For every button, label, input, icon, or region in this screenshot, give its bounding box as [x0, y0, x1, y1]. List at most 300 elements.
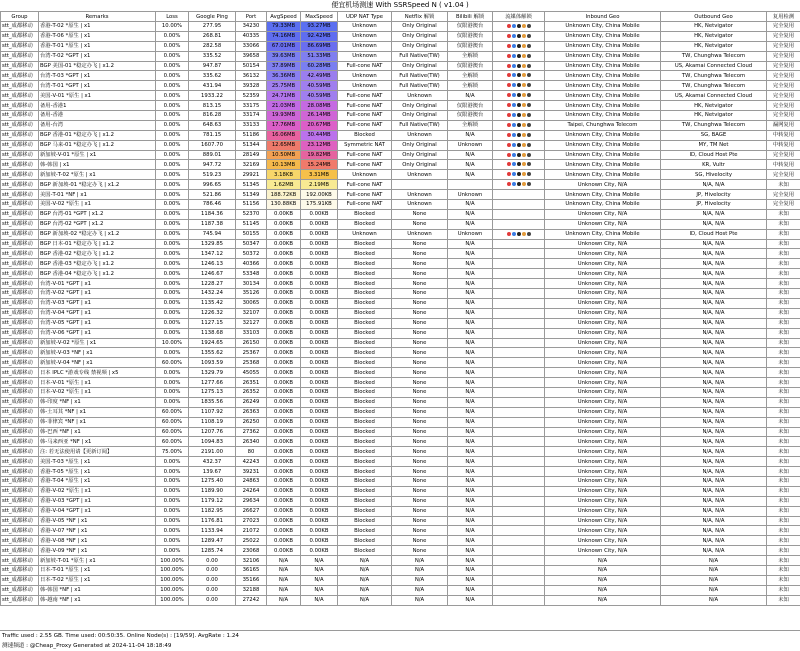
cell-netflix: Full Native(TW)	[392, 120, 448, 130]
cell-inbound-geo: Unknown City, China Mobile	[545, 22, 661, 32]
cell-max-speed: N/A	[301, 575, 338, 585]
cell-inbound-geo: Unknown City, N/A	[545, 407, 661, 417]
streaming-service-icon	[517, 123, 521, 127]
cell-netflix: None	[392, 536, 448, 546]
cell-loss: 0.00%	[156, 71, 189, 81]
column-header-streaming: 流媒体解锁	[493, 12, 545, 22]
cell-max-speed: 0.00KB	[301, 427, 338, 437]
streaming-service-icon	[512, 143, 516, 147]
cell-max-speed: 19.82MB	[301, 150, 338, 160]
cell-inbound-geo: Unknown City, N/A	[545, 328, 661, 338]
cell-google-ping: 0.00	[189, 585, 236, 595]
cell-max-speed: 26.14MB	[301, 111, 338, 121]
cell-outbound-geo: N/A, N/A	[661, 308, 767, 318]
cell-max-speed: 0.00KB	[301, 467, 338, 477]
cell-google-ping: 1138.68	[189, 328, 236, 338]
cell-google-ping: 1347.12	[189, 249, 236, 259]
cell-google-ping: 813.15	[189, 101, 236, 111]
cell-loss: 0.00%	[156, 190, 189, 200]
cell-reuse-check: 未知	[767, 328, 800, 338]
cell-avg-speed: 37.89MB	[267, 61, 301, 71]
cell-udp-nat-type: Blocked	[338, 437, 392, 447]
streaming-service-icon	[527, 232, 531, 236]
cell-streaming	[493, 249, 545, 259]
cell-loss: 0.00%	[156, 31, 189, 41]
cell-outbound-geo: HK, Netvigator	[661, 101, 767, 111]
cell-max-speed: 175.91KB	[301, 200, 338, 210]
cell-group: stt_成都移动	[1, 279, 39, 289]
cell-reuse-check: 完全复用	[767, 51, 800, 61]
cell-loss: 60.00%	[156, 358, 189, 368]
cell-group: stt_成都移动	[1, 289, 39, 299]
cell-reuse-check: 完全复用	[767, 111, 800, 121]
cell-bilibili: N/A	[448, 259, 493, 269]
cell-inbound-geo: Unknown City, China Mobile	[545, 71, 661, 81]
cell-streaming	[493, 585, 545, 595]
cell-streaming	[493, 378, 545, 388]
table-row	[1, 219, 800, 229]
table-row	[1, 120, 800, 130]
cell-reuse-check: 未知	[767, 427, 800, 437]
cell-remarks: 台湾-V-01 *GPT | x1	[39, 279, 156, 289]
cell-avg-speed: 25.75MB	[267, 81, 301, 91]
streaming-service-icon	[512, 113, 516, 117]
cell-outbound-geo: SG, Hivelocity	[661, 170, 767, 180]
cell-avg-speed: 0.00KB	[267, 209, 301, 219]
cell-loss: 0.00%	[156, 476, 189, 486]
cell-remarks: 备用-香港	[39, 111, 156, 121]
streaming-service-icon	[517, 113, 521, 117]
table-row	[1, 378, 800, 388]
cell-port: 25367	[236, 348, 267, 358]
cell-inbound-geo: Unknown City, N/A	[545, 269, 661, 279]
cell-reuse-check: 中转复用	[767, 160, 800, 170]
cell-avg-speed: 0.00KB	[267, 259, 301, 269]
table-row	[1, 130, 800, 140]
streaming-service-icon	[522, 34, 526, 38]
cell-group: stt_成都移动	[1, 348, 39, 358]
cell-loss: 60.00%	[156, 417, 189, 427]
cell-port: 27242	[236, 595, 267, 605]
cell-udp-nat-type: Blocked	[338, 358, 392, 368]
streaming-service-icon	[507, 143, 511, 147]
cell-remarks: 美国-T-01 *NF | x1	[39, 190, 156, 200]
cell-udp-nat-type: Blocked	[338, 536, 392, 546]
cell-google-ping: 947.72	[189, 160, 236, 170]
cell-avg-speed: 0.00KB	[267, 427, 301, 437]
table-row	[1, 427, 800, 437]
table-row	[1, 585, 800, 595]
cell-streaming	[493, 516, 545, 526]
streaming-service-icon	[527, 153, 531, 157]
cell-loss: 0.00%	[156, 496, 189, 506]
cell-streaming	[493, 358, 545, 368]
cell-group: stt_成都移动	[1, 516, 39, 526]
cell-streaming	[493, 328, 545, 338]
cell-loss: 0.00%	[156, 61, 189, 71]
streaming-service-icon	[522, 162, 526, 166]
cell-inbound-geo: Unknown City, N/A	[545, 437, 661, 447]
table-row	[1, 457, 800, 467]
cell-bilibili: N/A	[448, 328, 493, 338]
cell-reuse-check: 未知	[767, 417, 800, 427]
streaming-service-icon	[517, 172, 521, 176]
cell-loss: 100.00%	[156, 595, 189, 605]
cell-udp-nat-type: Blocked	[338, 378, 392, 388]
cell-bilibili: N/A	[448, 437, 493, 447]
cell-udp-nat-type: Unknown	[338, 22, 392, 32]
cell-google-ping: 2191.00	[189, 447, 236, 457]
cell-outbound-geo: ID, Cloud Host Pte	[661, 229, 767, 239]
cell-group: stt_成都移动	[1, 140, 39, 150]
cell-inbound-geo: Unknown City, China Mobile	[545, 91, 661, 101]
cell-netflix: None	[392, 209, 448, 219]
streaming-service-icon	[517, 64, 521, 68]
cell-netflix: Unknown	[392, 91, 448, 101]
cell-inbound-geo: Unknown City, N/A	[545, 358, 661, 368]
table-row	[1, 595, 800, 605]
cell-group: stt_成都移动	[1, 150, 39, 160]
cell-netflix	[392, 180, 448, 190]
cell-bilibili: N/A	[448, 239, 493, 249]
cell-inbound-geo: Unknown City, China Mobile	[545, 31, 661, 41]
cell-group: stt_成都移动	[1, 190, 39, 200]
table-row	[1, 190, 800, 200]
streaming-service-icon	[527, 143, 531, 147]
cell-streaming	[493, 338, 545, 348]
table-row	[1, 417, 800, 427]
cell-port: 33175	[236, 101, 267, 111]
cell-avg-speed: N/A	[267, 565, 301, 575]
cell-netflix: None	[392, 427, 448, 437]
cell-udp-nat-type: Blocked	[338, 209, 392, 219]
cell-port: 51345	[236, 180, 267, 190]
cell-max-speed: 0.00KB	[301, 496, 338, 506]
cell-avg-speed: 36.36MB	[267, 71, 301, 81]
cell-netflix: None	[392, 318, 448, 328]
table-row	[1, 397, 800, 407]
cell-udp-nat-type: Blocked	[338, 308, 392, 318]
cell-avg-speed: 0.00KB	[267, 407, 301, 417]
cell-remarks: 香港-T-06 *原生 | x1	[39, 31, 156, 41]
cell-netflix: None	[392, 328, 448, 338]
cell-outbound-geo: N/A, N/A	[661, 318, 767, 328]
cell-netflix: None	[392, 298, 448, 308]
cell-inbound-geo: Unknown City, China Mobile	[545, 190, 661, 200]
cell-outbound-geo: JP, Hivelocity	[661, 200, 767, 210]
table-row	[1, 407, 800, 417]
cell-netflix: None	[392, 467, 448, 477]
cell-loss: 0.00%	[156, 180, 189, 190]
cell-max-speed: 0.00KB	[301, 417, 338, 427]
cell-avg-speed: 12.65MB	[267, 140, 301, 150]
cell-group: stt_成都移动	[1, 259, 39, 269]
cell-google-ping: 1207.76	[189, 427, 236, 437]
cell-avg-speed: 130.88KB	[267, 200, 301, 210]
cell-remarks: 新加坡-V-04 *NF | x1	[39, 358, 156, 368]
cell-streaming	[493, 368, 545, 378]
cell-max-speed: 0.00KB	[301, 546, 338, 556]
cell-remarks: 香港-T-01 *原生 | x1	[39, 41, 156, 51]
cell-netflix: Full Native(TW)	[392, 71, 448, 81]
table-row	[1, 536, 800, 546]
cell-bilibili: Unknown	[448, 140, 493, 150]
cell-streaming	[493, 170, 545, 180]
cell-streaming	[493, 111, 545, 121]
cell-group: stt_成都移动	[1, 160, 39, 170]
cell-reuse-check: 未知	[767, 476, 800, 486]
cell-bilibili: N/A	[448, 556, 493, 566]
cell-google-ping: 1107.92	[189, 407, 236, 417]
cell-port: 53348	[236, 269, 267, 279]
cell-loss: 0.00%	[156, 101, 189, 111]
cell-group: stt_成都移动	[1, 476, 39, 486]
cell-max-speed: 0.00KB	[301, 269, 338, 279]
cell-udp-nat-type: Blocked	[338, 476, 392, 486]
cell-google-ping: 889.01	[189, 150, 236, 160]
cell-outbound-geo: N/A, N/A	[661, 536, 767, 546]
cell-remarks: 韩-巴西 *NF | x1	[39, 427, 156, 437]
cell-max-speed: 0.00KB	[301, 348, 338, 358]
cell-remarks: 台湾-V-04 *GPT | x1	[39, 308, 156, 318]
cell-streaming	[493, 190, 545, 200]
cell-group: stt_成都移动	[1, 328, 39, 338]
cell-port: 26627	[236, 506, 267, 516]
cell-avg-speed: 19.93MB	[267, 111, 301, 121]
cell-inbound-geo: Unknown City, China Mobile	[545, 160, 661, 170]
table-row	[1, 269, 800, 279]
cell-loss: 100.00%	[156, 556, 189, 566]
cell-google-ping: 786.46	[189, 200, 236, 210]
cell-outbound-geo: N/A, N/A	[661, 506, 767, 516]
cell-google-ping: 1176.81	[189, 516, 236, 526]
cell-avg-speed: 0.00KB	[267, 378, 301, 388]
streaming-service-icon	[507, 232, 511, 236]
cell-reuse-check: 未知	[767, 219, 800, 229]
cell-port: 25022	[236, 536, 267, 546]
cell-port: 33066	[236, 41, 267, 51]
cell-max-speed: 0.00KB	[301, 358, 338, 368]
cell-inbound-geo: Unknown City, China Mobile	[545, 101, 661, 111]
cell-bilibili: N/A	[448, 397, 493, 407]
streaming-service-icon	[512, 153, 516, 157]
cell-bilibili: N/A	[448, 417, 493, 427]
cell-remarks: 香港-V-04 *GPT | x1	[39, 506, 156, 516]
table-row	[1, 239, 800, 249]
cell-inbound-geo: Unknown City, China Mobile	[545, 229, 661, 239]
cell-udp-nat-type: Blocked	[338, 506, 392, 516]
cell-inbound-geo: Unknown City, N/A	[545, 259, 661, 269]
streaming-service-icon	[522, 93, 526, 97]
cell-remarks: 美国-V-01 *原生 | x1	[39, 91, 156, 101]
streaming-service-icon	[507, 34, 511, 38]
cell-reuse-check: 未知	[767, 229, 800, 239]
cell-streaming	[493, 229, 545, 239]
cell-udp-nat-type: Blocked	[338, 526, 392, 536]
streaming-service-icon	[512, 83, 516, 87]
cell-udp-nat-type: Blocked	[338, 328, 392, 338]
cell-udp-nat-type: Blocked	[338, 427, 392, 437]
cell-inbound-geo: N/A	[545, 585, 661, 595]
cell-inbound-geo: N/A	[545, 565, 661, 575]
cell-google-ping: 745.94	[189, 229, 236, 239]
cell-avg-speed: 0.00KB	[267, 536, 301, 546]
cell-outbound-geo: N/A	[661, 565, 767, 575]
table-row	[1, 516, 800, 526]
cell-outbound-geo: N/A, N/A	[661, 368, 767, 378]
cell-udp-nat-type: Blocked	[338, 269, 392, 279]
cell-streaming	[493, 348, 545, 358]
cell-remarks: 新加坡-T-02 *原生 | x1	[39, 170, 156, 180]
table-row	[1, 447, 800, 457]
cell-inbound-geo: Unknown City, N/A	[545, 526, 661, 536]
cell-outbound-geo: N/A, N/A	[661, 219, 767, 229]
cell-outbound-geo: N/A, N/A	[661, 259, 767, 269]
cell-remarks: 新加坡-V-02 *原生 | x1	[39, 338, 156, 348]
cell-port: 24264	[236, 486, 267, 496]
cell-streaming	[493, 209, 545, 219]
cell-reuse-check: 未知	[767, 338, 800, 348]
cell-netflix: Only Original	[392, 101, 448, 111]
cell-port: 32188	[236, 585, 267, 595]
cell-reuse-check: 中转复用	[767, 130, 800, 140]
cell-loss: 0.00%	[156, 91, 189, 101]
cell-netflix: None	[392, 338, 448, 348]
cell-google-ping: 1189.90	[189, 486, 236, 496]
cell-reuse-check: 完全复用	[767, 101, 800, 111]
cell-max-speed: 0.00KB	[301, 447, 338, 457]
cell-netflix: None	[392, 526, 448, 536]
cell-port: 27362	[236, 427, 267, 437]
cell-remarks: 韩-印度 *NF | x1	[39, 397, 156, 407]
streaming-service-icon	[507, 123, 511, 127]
streaming-service-icon	[512, 44, 516, 48]
cell-max-speed: 86.69MB	[301, 41, 338, 51]
cell-group: stt_成都移动	[1, 22, 39, 32]
cell-outbound-geo: SG, BAGE	[661, 130, 767, 140]
cell-remarks: BGP 台湾-01 *GPT | x1.2	[39, 209, 156, 219]
cell-udp-nat-type: Full-cone NAT	[338, 111, 392, 121]
cell-reuse-check: 完全复用	[767, 81, 800, 91]
cell-group: stt_成都移动	[1, 575, 39, 585]
cell-netflix: Only Original	[392, 150, 448, 160]
cell-avg-speed: 0.00KB	[267, 328, 301, 338]
cell-bilibili: 全解锁	[448, 81, 493, 91]
column-header-inbound-geo: Inbound Geo	[545, 12, 661, 22]
cell-avg-speed: 0.00KB	[267, 249, 301, 259]
streaming-service-icon	[517, 54, 521, 58]
cell-bilibili: N/A	[448, 200, 493, 210]
streaming-service-icon	[512, 162, 516, 166]
cell-streaming	[493, 427, 545, 437]
cell-remarks: 韩-马来西亚 *NF | x1	[39, 437, 156, 447]
cell-remarks: 美国-V-02 *原生 | x1	[39, 200, 156, 210]
streaming-service-icon	[527, 123, 531, 127]
cell-remarks: 香港-T-02 *原生 | x1	[39, 22, 156, 32]
cell-loss: 60.00%	[156, 407, 189, 417]
cell-group: stt_成都移动	[1, 200, 39, 210]
cell-inbound-geo: Unknown City, N/A	[545, 219, 661, 229]
cell-reuse-check: 未知	[767, 516, 800, 526]
cell-outbound-geo: N/A, N/A	[661, 358, 767, 368]
cell-avg-speed: 0.00KB	[267, 546, 301, 556]
cell-google-ping: 1228.27	[189, 279, 236, 289]
cell-google-ping: 0.00	[189, 575, 236, 585]
cell-port: 33103	[236, 328, 267, 338]
cell-udp-nat-type: Full-cone NAT	[338, 160, 392, 170]
cell-max-speed: 40.59MB	[301, 81, 338, 91]
streaming-service-icon	[517, 83, 521, 87]
cell-avg-speed: 3.18KB	[267, 170, 301, 180]
cell-avg-speed: 0.00KB	[267, 338, 301, 348]
cell-max-speed: 42.49MB	[301, 71, 338, 81]
cell-netflix: None	[392, 279, 448, 289]
cell-bilibili: N/A	[448, 427, 493, 437]
cell-max-speed: 0.00KB	[301, 249, 338, 259]
cell-google-ping: 1835.56	[189, 397, 236, 407]
cell-group: stt_成都移动	[1, 358, 39, 368]
cell-avg-speed: 0.00KB	[267, 476, 301, 486]
cell-loss: 0.00%	[156, 81, 189, 91]
cell-bilibili: N/A	[448, 546, 493, 556]
cell-inbound-geo: Unknown City, N/A	[545, 338, 661, 348]
cell-loss: 75.00%	[156, 447, 189, 457]
cell-reuse-check: 未知	[767, 239, 800, 249]
cell-loss: 0.00%	[156, 249, 189, 259]
cell-outbound-geo: N/A, N/A	[661, 298, 767, 308]
cell-outbound-geo: N/A, N/A	[661, 348, 767, 358]
cell-loss: 0.00%	[156, 111, 189, 121]
cell-group: stt_成都移动	[1, 91, 39, 101]
cell-port: 45055	[236, 368, 267, 378]
streaming-service-icon	[512, 182, 516, 186]
cell-google-ping: 1277.66	[189, 378, 236, 388]
cell-bilibili	[448, 180, 493, 190]
cell-reuse-check: 未知	[767, 269, 800, 279]
cell-reuse-check: 未知	[767, 496, 800, 506]
cell-outbound-geo: JP, Hivelocity	[661, 190, 767, 200]
cell-loss: 0.00%	[156, 486, 189, 496]
cell-netflix: Only Original	[392, 61, 448, 71]
cell-streaming	[493, 467, 545, 477]
streaming-service-icon	[527, 83, 531, 87]
cell-loss: 0.00%	[156, 298, 189, 308]
streaming-service-icon	[522, 143, 526, 147]
cell-bilibili: 仅限港澳台	[448, 111, 493, 121]
cell-streaming	[493, 417, 545, 427]
cell-streaming	[493, 387, 545, 397]
cell-remarks: 日本-T-01 *原生 | x1	[39, 565, 156, 575]
cell-avg-speed: 74.16MB	[267, 31, 301, 41]
cell-avg-speed: 0.00KB	[267, 496, 301, 506]
cell-max-speed: 92.42MB	[301, 31, 338, 41]
cell-udp-nat-type: Unknown	[338, 71, 392, 81]
cell-group: stt_成都移动	[1, 595, 39, 605]
cell-group: stt_成都移动	[1, 368, 39, 378]
cell-group: stt_成都移动	[1, 41, 39, 51]
table-row	[1, 51, 800, 61]
cell-loss: 0.00%	[156, 160, 189, 170]
streaming-service-icon	[522, 73, 526, 77]
cell-max-speed: N/A	[301, 565, 338, 575]
cell-reuse-check: 未知	[767, 387, 800, 397]
cell-netflix: None	[392, 348, 448, 358]
cell-streaming	[493, 565, 545, 575]
cell-google-ping: 335.62	[189, 71, 236, 81]
cell-inbound-geo: Unknown City, N/A	[545, 467, 661, 477]
cell-google-ping: 1135.42	[189, 298, 236, 308]
cell-inbound-geo: Unknown City, N/A	[545, 516, 661, 526]
